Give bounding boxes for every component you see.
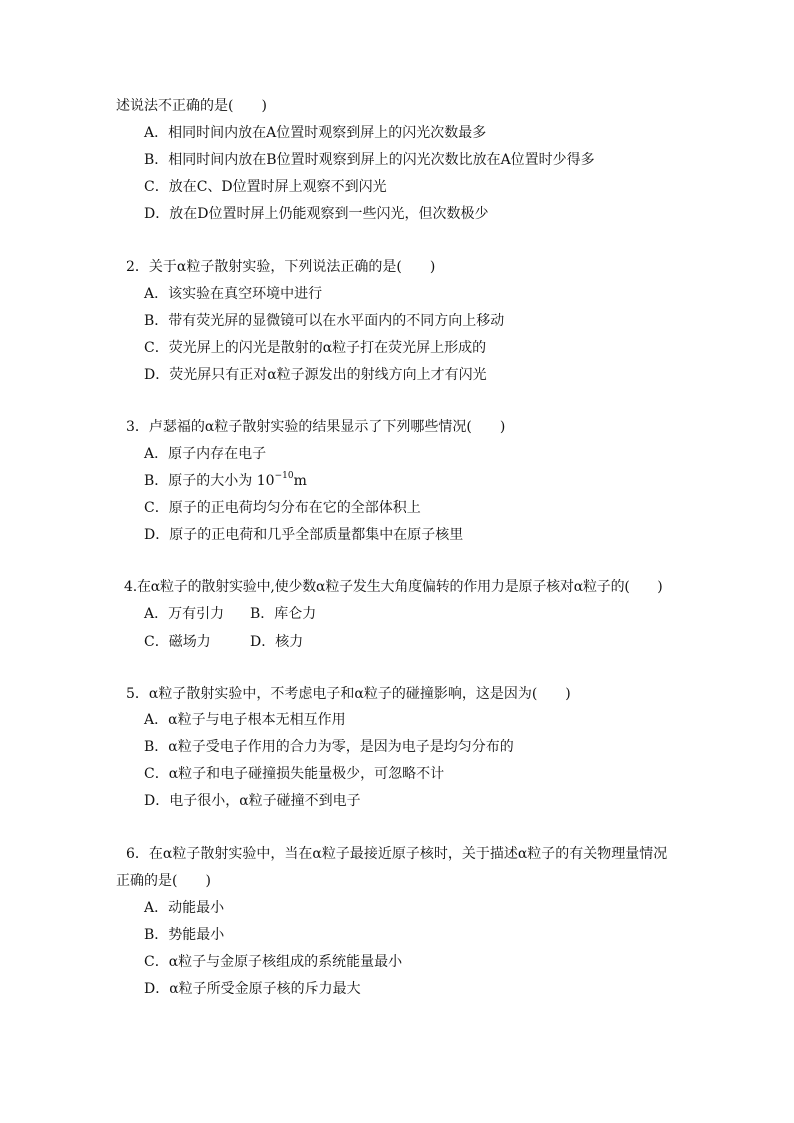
question-1-stem-tail: 述说法不正确的是( ): [116, 98, 267, 114]
question-6-option-a: A．动能最小: [144, 900, 225, 916]
question-2-option-a: A．该实验在真空环境中进行: [144, 286, 323, 302]
question-5-option-a: A．α粒子与电子根本无相互作用: [144, 712, 346, 728]
question-5-option-b: B．α粒子受电子作用的合力为零，是因为电子是均匀分布的: [144, 739, 514, 755]
question-3-option-b-unit: m: [293, 473, 307, 489]
question-5-stem: 5．α粒子散射实验中，不考虑电子和α粒子的碰撞影响，这是因为( ): [126, 686, 571, 702]
question-6-stem-line-2: 正确的是( ): [116, 873, 211, 889]
question-2-option-b: B．带有荧光屏的显微镜可以在水平面内的不同方向上移动: [144, 313, 505, 329]
question-3-option-a: A．原子内存在电子: [144, 446, 267, 462]
question-1-option-d: D．放在D位置时屏上仍能观察到一些闪光，但次数极少: [144, 206, 489, 222]
question-3-option-d: D．原子的正电荷和几乎全部质量都集中在原子核里: [144, 527, 464, 543]
question-4-stem: 4.在α粒子的散射实验中,使少数α粒子发生大角度偏转的作用力是原子核对α粒子的( ): [124, 579, 663, 595]
question-4-option-a: A．万有引力: [144, 606, 225, 622]
question-1-option-c: C．放在C、D位置时屏上观察不到闪光: [144, 179, 387, 195]
question-5-option-d: D．电子很小，α粒子碰撞不到电子: [144, 793, 361, 809]
question-4-option-c: C．磁场力: [144, 634, 211, 650]
question-3-option-b-text: B．原子的大小为 10: [144, 473, 275, 489]
question-2-option-d: D．荧光屏只有正对α粒子源发出的射线方向上才有闪光: [144, 367, 487, 383]
question-1-option-b: B．相同时间内放在B位置时观察到屏上的闪光次数比放在A位置时少得多: [144, 152, 595, 168]
question-6-option-d: D．α粒子所受金原子核的斥力最大: [144, 981, 361, 997]
question-6-option-b: B．势能最小: [144, 927, 225, 943]
question-3-option-b-exponent: −10: [274, 471, 294, 482]
question-3-option-b: [144, 472, 307, 490]
question-5-option-c: C．α粒子和电子碰撞损失能量极少，可忽略不计: [144, 766, 445, 782]
question-3-stem: 3．卢瑟福的α粒子散射实验的结果显示了下列哪些情况( ): [126, 419, 506, 435]
question-6-stem-line-1: 6．在α粒子散射实验中，当在α粒子最接近原子核时，关于描述α粒子的有关物理量情况: [126, 846, 668, 862]
question-3-option-c: C．原子的正电荷均匀分布在它的全部体积上: [144, 500, 421, 516]
question-2-option-c: C．荧光屏上的闪光是散射的α粒子打在荧光屏上形成的: [144, 340, 487, 356]
question-6-option-c: C．α粒子与金原子核组成的系统能量最小: [144, 954, 403, 970]
question-1-option-a: A．相同时间内放在A位置时观察到屏上的闪光次数最多: [144, 125, 487, 141]
question-4-option-b: B．库仑力: [250, 606, 317, 622]
question-2-stem: 2．关于α粒子散射实验，下列说法正确的是( ): [126, 259, 436, 275]
question-4-option-d: D．核力: [250, 634, 304, 650]
